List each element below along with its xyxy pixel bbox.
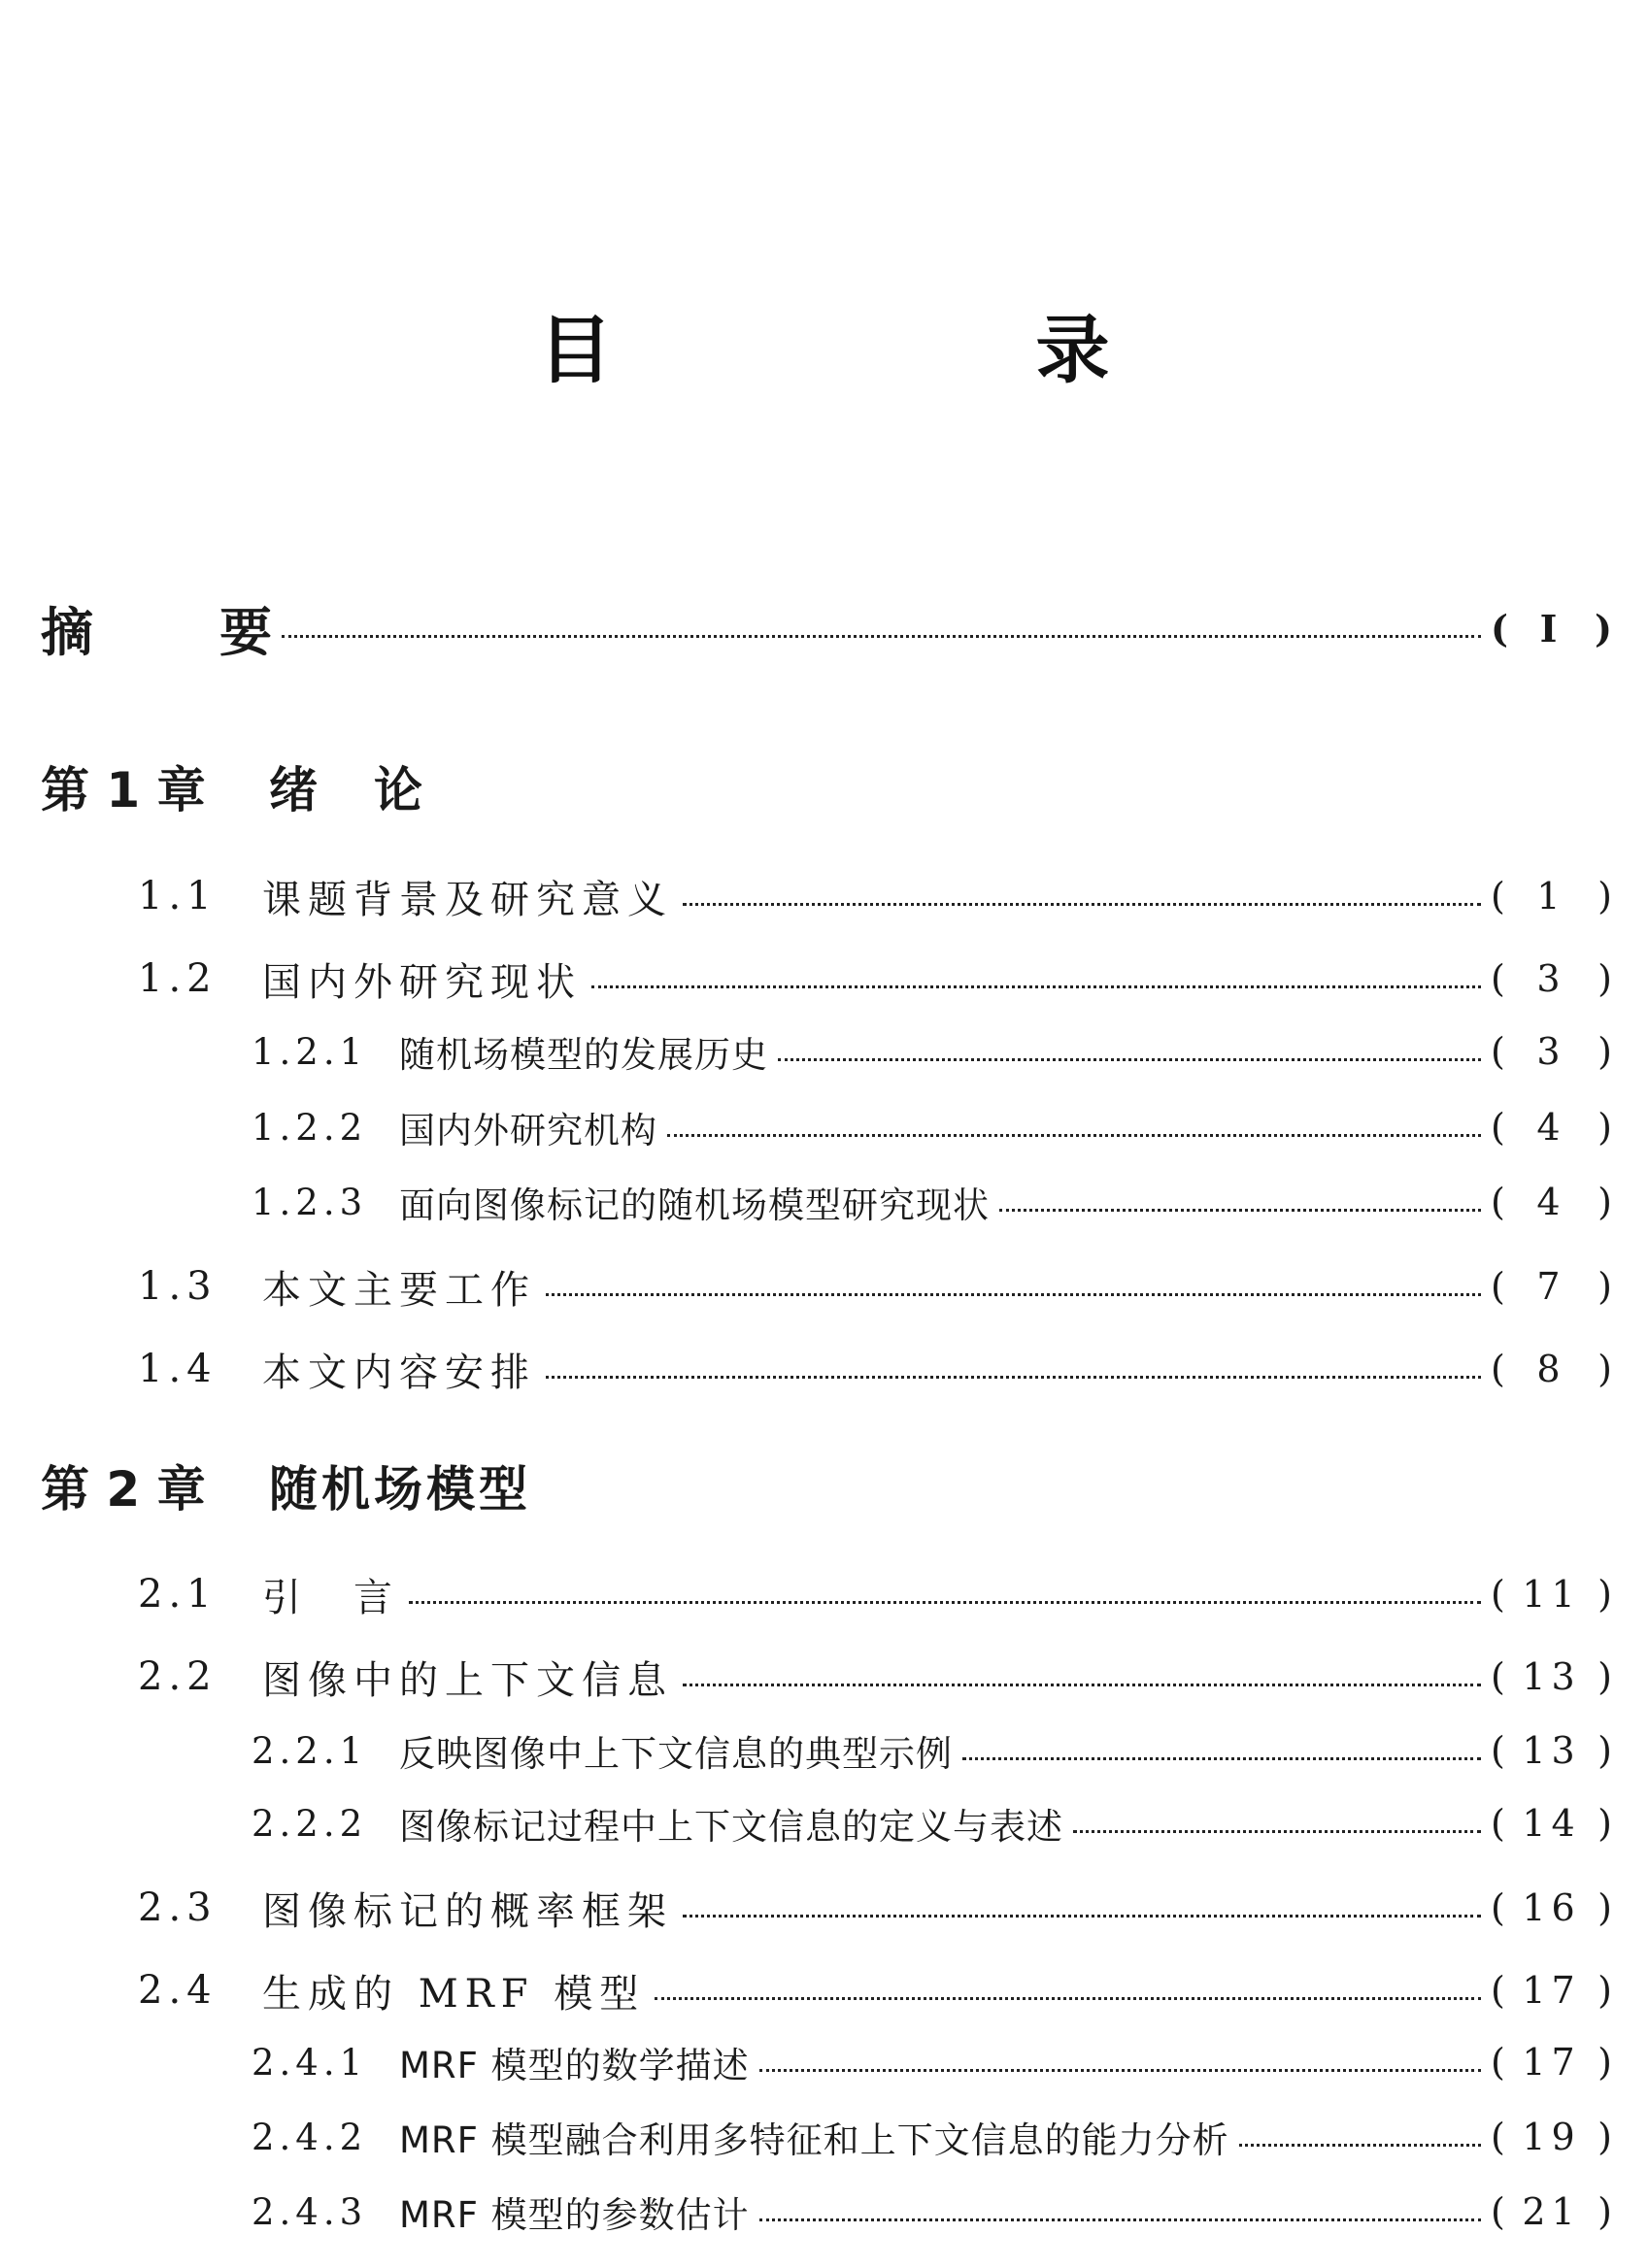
open-paren: ( [1491, 1886, 1505, 1929]
page-number-value: 7 [1536, 1265, 1566, 1308]
close-paren: ) [1598, 1348, 1612, 1390]
open-paren: ( [1491, 1969, 1505, 2012]
toc-page-number [1491, 2190, 1612, 2233]
toc-entry-title: 本文主要工作 [262, 1267, 536, 1313]
toc-entry[interactable] [0, 1725, 1648, 1776]
open-paren: ( [1491, 2116, 1505, 2158]
dot-leader [667, 1134, 1481, 1137]
toc-entry[interactable] [0, 869, 1648, 923]
close-paren: ) [1598, 1729, 1612, 1772]
open-paren: ( [1491, 1265, 1505, 1308]
toc-entry-number: 2.2.1 [252, 1729, 368, 1772]
toc-chapter-heading [0, 1451, 1648, 1519]
close-paren: ) [1598, 1030, 1612, 1073]
close-paren: ) [1598, 2116, 1612, 2158]
toc-entry-title: 摘要 [41, 601, 398, 663]
dot-leader [546, 1376, 1481, 1379]
toc-entry-number: 2.1 [138, 1572, 218, 1617]
toc-entry-title: 课题背景及研究意义 [262, 877, 673, 922]
toc-entry[interactable] [0, 1102, 1648, 1152]
toc-entry-title: 引 言 [262, 1575, 399, 1620]
toc-entry[interactable] [0, 1177, 1648, 1227]
page-number-value: 3 [1536, 1030, 1566, 1073]
toc-page-number [1491, 1969, 1612, 2012]
toc-entry-title: 绪 论 [269, 762, 426, 818]
toc-page-number [1491, 2116, 1612, 2158]
open-paren: ( [1491, 1802, 1505, 1845]
close-paren: ) [1598, 1573, 1612, 1616]
toc-page-number [1491, 1802, 1612, 1845]
toc-page-number [1491, 1655, 1612, 1698]
page-number-value: Ⅰ [1539, 606, 1564, 650]
toc-entry-number: 1.2.2 [252, 1106, 368, 1149]
toc-entry-number: 2.4.2 [252, 2116, 368, 2158]
dot-leader [409, 1601, 1481, 1604]
close-paren: ) [1595, 606, 1612, 650]
page-number-value: 4 [1536, 1106, 1566, 1149]
toc-entry[interactable] [0, 1026, 1648, 1077]
dot-leader [546, 1293, 1481, 1296]
dot-leader [962, 1757, 1481, 1760]
dot-leader [591, 985, 1481, 988]
toc-page-number [1491, 1106, 1612, 1149]
toc-entry-number: 第 2 章 [41, 1461, 206, 1518]
toc-page-number [1491, 1265, 1612, 1308]
toc-page-number [1491, 1348, 1612, 1390]
toc-entry-title: 面向图像标记的随机场模型研究现状 [399, 1184, 990, 1226]
toc-entry-number: 第 1 章 [41, 762, 206, 818]
open-paren: ( [1491, 957, 1505, 1000]
close-paren: ) [1598, 1655, 1612, 1698]
toc-entry-title: 反映图像中上下文信息的典型示例 [399, 1733, 953, 1775]
toc-page-number [1491, 957, 1612, 1000]
open-paren: ( [1491, 2190, 1505, 2233]
open-paren: ( [1491, 1573, 1505, 1616]
open-paren: ( [1491, 1655, 1505, 1698]
close-paren: ) [1598, 1802, 1612, 1845]
close-paren: ) [1598, 2190, 1612, 2233]
dot-leader [683, 1915, 1481, 1918]
toc-entry-title: 图像标记的概率框架 [262, 1888, 673, 1934]
open-paren: ( [1491, 1348, 1505, 1390]
close-paren: ) [1598, 1106, 1612, 1149]
toc-entry-number: 2.4.3 [252, 2190, 368, 2233]
page-number-value: 17 [1522, 2041, 1581, 2084]
toc-entry-number: 1.3 [138, 1264, 218, 1309]
page-number-value: 1 [1536, 875, 1566, 917]
open-paren: ( [1491, 1181, 1505, 1223]
page-number-value: 21 [1522, 2190, 1581, 2233]
open-paren: ( [1491, 1729, 1505, 1772]
toc-entry-number: 1.2.1 [252, 1030, 368, 1073]
toc-entry-title: 国内外研究现状 [262, 959, 582, 1005]
dot-leader [1239, 2144, 1481, 2147]
toc-entry[interactable] [0, 1963, 1648, 2018]
toc-page-number [1491, 1030, 1612, 1073]
toc-page-number [1491, 1729, 1612, 1772]
close-paren: ) [1598, 1886, 1612, 1929]
toc-entry-number: 1.2.3 [252, 1181, 368, 1223]
toc-entry-number: 1.1 [138, 874, 218, 918]
page-number-value: 14 [1522, 1802, 1581, 1845]
toc-entry-number: 1.4 [138, 1347, 218, 1391]
toc-page-number [1491, 2041, 1612, 2084]
toc-entry-title: 国内外研究机构 [399, 1110, 657, 1151]
toc-entry-title: 随机场模型 [269, 1461, 531, 1518]
toc-entry-number: 1.2 [138, 956, 218, 1001]
page-number-value: 13 [1522, 1729, 1581, 1772]
close-paren: ) [1598, 2041, 1612, 2084]
toc-entry-title: 图像标记过程中上下文信息的定义与表述 [399, 1806, 1063, 1848]
toc-entry-title: MRF 模型的数学描述 [399, 2045, 750, 2086]
dot-leader [683, 1684, 1481, 1686]
page-number-value: 11 [1522, 1573, 1581, 1616]
toc-page-number [1491, 1886, 1612, 1929]
toc-entry-number: 2.4 [138, 1968, 218, 2013]
toc-entry-number: 2.2.2 [252, 1802, 368, 1845]
dot-leader [999, 1209, 1481, 1212]
page-number-value: 13 [1522, 1655, 1581, 1698]
open-paren: ( [1491, 2041, 1505, 2084]
page-number-value: 3 [1536, 957, 1566, 1000]
dot-leader [1073, 1830, 1481, 1833]
toc-entry-title: 生成的 MRF 模型 [262, 1971, 646, 2017]
close-paren: ) [1598, 1969, 1612, 2012]
close-paren: ) [1598, 957, 1612, 1000]
toc-entry[interactable] [0, 1881, 1648, 1935]
dot-leader [282, 635, 1481, 638]
toc-page-number [1491, 607, 1612, 650]
page-number-value: 8 [1536, 1348, 1566, 1390]
toc-entry[interactable] [0, 1259, 1648, 1314]
toc-entry-title: MRF 模型的参数估计 [399, 2194, 750, 2236]
toc-entry[interactable] [0, 951, 1648, 1006]
toc-page-number [1491, 1181, 1612, 1223]
toc-entry[interactable] [0, 1798, 1648, 1849]
close-paren: ) [1598, 875, 1612, 917]
page-number-value: 16 [1522, 1886, 1581, 1929]
dot-leader [655, 1997, 1481, 2000]
open-paren: ( [1491, 1106, 1505, 1149]
toc-entry[interactable] [0, 2186, 1648, 2237]
page-number-value: 19 [1522, 2116, 1581, 2158]
page-number-value: 17 [1522, 1969, 1581, 2012]
dot-leader [759, 2069, 1481, 2072]
toc-entry-number: 2.4.1 [252, 2041, 368, 2084]
toc-entry[interactable] [0, 1567, 1648, 1621]
close-paren: ) [1598, 1265, 1612, 1308]
toc-entry[interactable] [0, 2037, 1648, 2087]
toc-page-number [1491, 875, 1612, 917]
open-paren: ( [1491, 875, 1505, 917]
toc-entry-number: 2.2 [138, 1654, 218, 1699]
page-title: 目 录 [538, 307, 1285, 393]
open-paren: ( [1491, 1030, 1505, 1073]
toc-entry[interactable] [0, 1342, 1648, 1396]
close-paren: ) [1598, 1181, 1612, 1223]
toc-entry-title: 本文内容安排 [262, 1350, 536, 1395]
open-paren: ( [1491, 606, 1508, 650]
page-number-value: 4 [1536, 1181, 1566, 1223]
toc-entry-title: 图像中的上下文信息 [262, 1657, 673, 1703]
toc-entry[interactable] [0, 594, 1648, 662]
toc-entry-title: 随机场模型的发展历史 [399, 1034, 768, 1076]
toc-entry[interactable] [0, 2112, 1648, 2162]
dot-leader [683, 903, 1481, 906]
toc-entry[interactable] [0, 1650, 1648, 1704]
toc-entry-number: 2.3 [138, 1885, 218, 1930]
dot-leader [778, 1058, 1481, 1061]
toc-entry-title: MRF 模型融合利用多特征和上下文信息的能力分析 [399, 2119, 1229, 2161]
toc-page-number [1491, 1573, 1612, 1616]
dot-leader [759, 2218, 1481, 2221]
toc-chapter-heading [0, 752, 1648, 820]
